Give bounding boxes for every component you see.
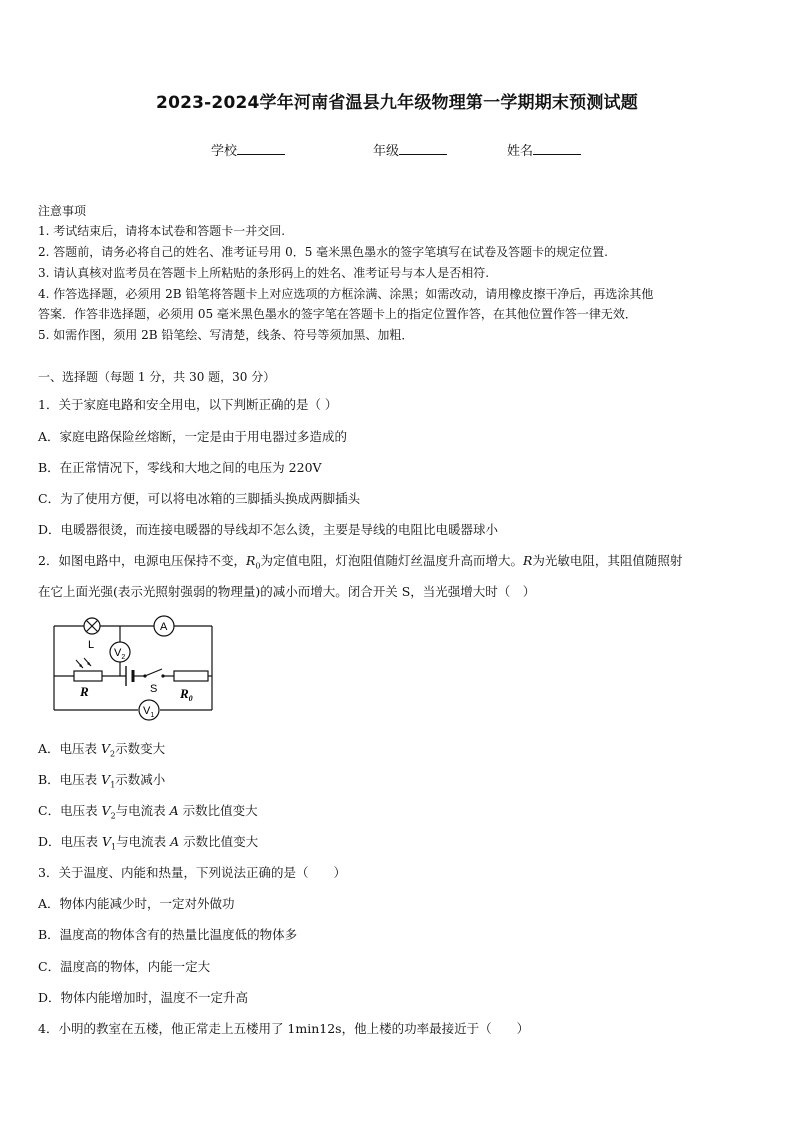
- v2-subscript: 2: [121, 654, 126, 661]
- question-2-stem: 2．如图电路中，电源电压保持不变，$R_0$为定值电阻，灯泡阻值随灯丝温度升高而增大。R为光敏电阻，其阻值随照射: [38, 553, 683, 571]
- q3-option-d: D．物体内能增加时，温度不一定升高: [38, 990, 249, 1005]
- name-field: 姓名: [507, 140, 581, 159]
- v1-label: V: [143, 705, 151, 717]
- q2-option-b: B．电压表 $V_1$示数减小: [38, 772, 166, 790]
- notice-item: 4. 作答选择题，必须用 2B 铅笔将答题卡上对应选项的方框涂满、涂黑；如需改动，请用橡皮擦干净后，再选涂其他: [38, 287, 654, 301]
- resistor-r0-icon: [174, 671, 208, 681]
- switch-label: S: [150, 683, 158, 695]
- q3-option-a: A．物体内能减少时，一定对外做功: [38, 896, 235, 911]
- page-title: 2023-2024学年河南省温县九年级物理第一学期期末预测试题: [156, 93, 638, 113]
- q3-option-c: C．温度高的物体，内能一定大: [38, 959, 211, 974]
- grade-blank: [399, 142, 447, 155]
- battery-icon: [126, 666, 133, 686]
- question-1-stem: 1．关于家庭电路和安全用电，以下判断正确的是（ ）: [38, 397, 338, 412]
- lamp-icon: [84, 618, 100, 634]
- ammeter-label: A: [160, 621, 168, 633]
- lamp-label: L: [88, 639, 95, 651]
- q1-option-b: B．在正常情况下，零线和大地之间的电压为 220V: [38, 460, 322, 475]
- photoresistor-label: R: [80, 684, 89, 699]
- v2-label: V: [114, 647, 122, 659]
- circuit-diagram: [46, 610, 216, 726]
- notice-heading: 注意事项: [38, 204, 87, 218]
- name-blank: [533, 142, 581, 155]
- switch-icon: [143, 669, 164, 678]
- r0-subscript: 0: [188, 694, 193, 703]
- q1-option-c: C．为了使用方便，可以将电冰箱的三脚插头换成两脚插头: [38, 491, 361, 506]
- notice-item: 2. 答题前，请务必将自己的姓名、准考证号用 0．5 毫米黑色墨水的签字笔填写在试卷及答题卡的规定位置.: [38, 245, 608, 259]
- photoresistor-icon: [74, 658, 102, 681]
- school-field: 学校: [211, 140, 285, 159]
- q2-option-a: A．电压表 $V_2$示数变大: [38, 741, 166, 759]
- q1-option-a: A．家庭电路保险丝熔断，一定是由于用电器过多造成的: [38, 429, 348, 444]
- grade-field: 年级: [373, 140, 447, 159]
- school-blank: [237, 142, 285, 155]
- q2-option-d: D．电压表 $V_1$与电流表 A 示数比值变大: [38, 834, 259, 852]
- r0-label: R: [180, 686, 189, 701]
- notice-item: 1. 考试结束后，请将本试卷和答题卡一并交回.: [38, 224, 286, 238]
- q2-option-c: C．电压表 $V_2$与电流表 A 示数比值变大: [38, 803, 258, 821]
- v1-subscript: 1: [150, 712, 155, 719]
- q1-option-d: D．电暖器很烫，而连接电暖器的导线却不怎么烫，主要是导线的电阻比电暖器球小: [38, 522, 499, 537]
- svg-text:R0: [179, 686, 193, 703]
- notice-item: 答案．作答非选择题，必须用 05 毫米黑色墨水的签字笔在答题卡上的指定位置作答，在其他位置作答一律无效．: [38, 307, 637, 321]
- notice-item: 3. 请认真核对监考员在答题卡上所粘贴的条形码上的姓名、准考证号与本人是否相符.: [38, 266, 490, 280]
- question-2-stem-line2: 在它上面光强(表示光照射强弱的物理量)的减小而增大。闭合开关 S，当光强增大时（ ）: [38, 584, 536, 599]
- question-4-stem: 4．小明的教室在五楼，他正常走上五楼用了 1min12s，他上楼的功率最接近于（ ）: [38, 1021, 530, 1036]
- q3-option-b: B．温度高的物体含有的热量比温度低的物体多: [38, 927, 298, 942]
- notice-item: 5. 如需作图，须用 2B 铅笔绘、写清楚，线条、符号等须加黑、加粗．: [38, 328, 414, 342]
- question-3-stem: 3．关于温度、内能和热量，下列说法正确的是（ ）: [38, 865, 346, 880]
- section-heading: 一、选择题（每题 1 分，共 30 题，30 分）: [38, 370, 276, 384]
